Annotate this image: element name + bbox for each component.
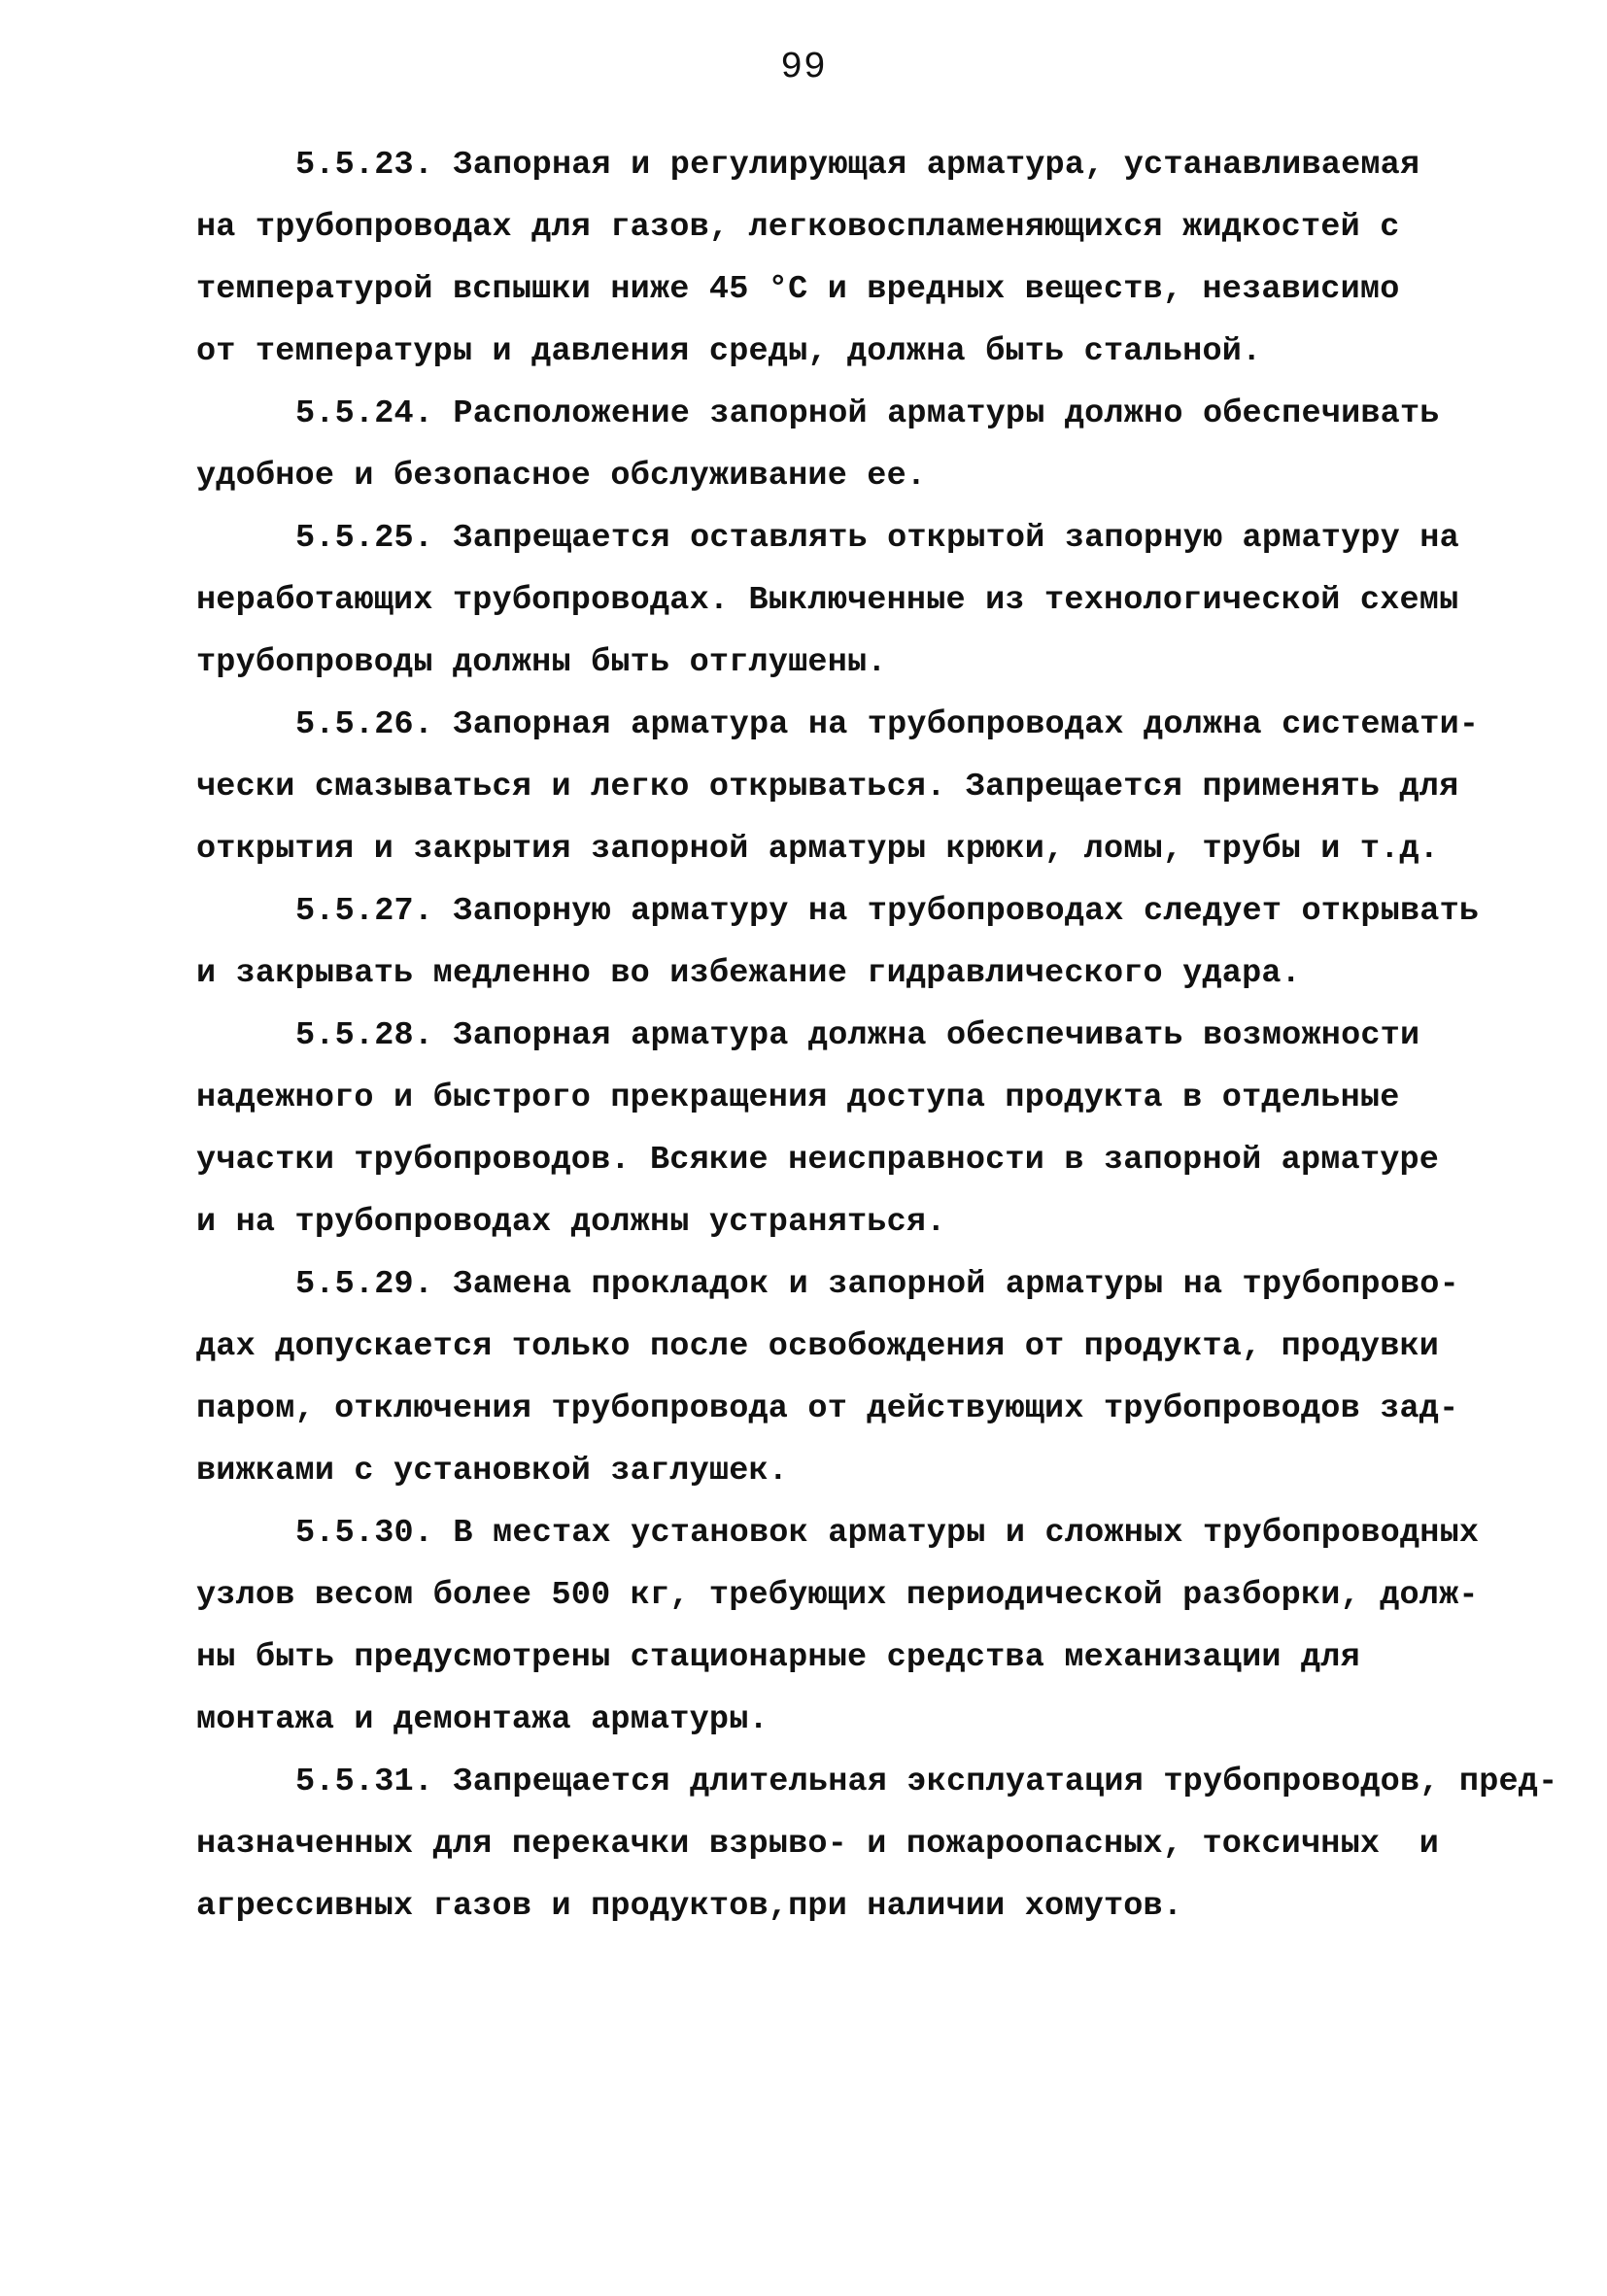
text-line: трубопроводы должны быть отглушены. bbox=[196, 644, 887, 681]
paragraph-5-5-29 bbox=[196, 1253, 1488, 1502]
paragraph-5-5-28 bbox=[196, 1005, 1488, 1253]
text-line: 5.5.27. Запорную арматуру на трубопроводах следует открывать bbox=[295, 893, 1480, 930]
text-line: удобное и безопасное обслуживание ее. bbox=[196, 458, 927, 495]
text-line: 5.5.24. Расположение запорной арматуры должно обеспечивать bbox=[295, 395, 1440, 432]
text-line: и на трубопроводах должны устраняться. bbox=[196, 1204, 946, 1241]
text-line: 5.5.23. Запорная и регулирующая арматура, устанавливаемая bbox=[295, 147, 1420, 184]
paragraph-5-5-26 bbox=[196, 694, 1488, 880]
paragraph-5-5-23 bbox=[196, 134, 1488, 383]
text-line: неработающих трубопроводах. Выключенные из технологической схемы bbox=[196, 582, 1459, 619]
text-line: ны быть предусмотрены стационарные средства механизации для bbox=[196, 1639, 1360, 1676]
text-line: 5.5.31. Запрещается длительная эксплуатация трубопроводов, пред- bbox=[295, 1764, 1558, 1800]
paragraph-5-5-30 bbox=[196, 1502, 1488, 1751]
text-line: паром, отключения трубопровода от действующих трубопроводов зад- bbox=[196, 1390, 1459, 1427]
paragraph-5-5-24 bbox=[196, 383, 1488, 507]
text-line: 5.5.26. Запорная арматура на трубопроводах должна системати- bbox=[295, 706, 1480, 743]
text-line: на трубопроводах для газов, легковоспламеняющихся жидкостей с bbox=[196, 209, 1400, 246]
page-number: 99 bbox=[780, 47, 827, 88]
text-line: узлов весом более 500 кг, требующих периодической разборки, долж- bbox=[196, 1577, 1479, 1614]
text-line: 5.5.28. Запорная арматура должна обеспечивать возможности bbox=[295, 1017, 1420, 1054]
text-line: открытия и закрытия запорной арматуры крюки, ломы, трубы и т.д. bbox=[196, 831, 1440, 868]
text-line: агрессивных газов и продуктов,при наличии хомутов. bbox=[196, 1888, 1183, 1925]
text-line: монтажа и демонтажа арматуры. bbox=[196, 1701, 769, 1738]
text-line: надежного и быстрого прекращения доступа продукта в отдельные bbox=[196, 1079, 1400, 1116]
text-line: от температуры и давления среды, должна быть стальной. bbox=[196, 333, 1262, 370]
text-line: дах допускается только после освобождения от продукта, продувки bbox=[196, 1328, 1440, 1365]
text-line: участки трубопроводов. Всякие неисправности в запорной арматуре bbox=[196, 1142, 1440, 1179]
text-line: чески смазываться и легко открываться. Запрещается применять для bbox=[196, 769, 1459, 805]
text-line: 5.5.29. Замена прокладок и запорной арматуры на трубопрово- bbox=[295, 1266, 1459, 1303]
text-line: и закрывать медленно во избежание гидравлического удара. bbox=[196, 955, 1301, 992]
text-line: 5.5.25. Запрещается оставлять открытой запорную арматуру на bbox=[295, 520, 1459, 557]
paragraph-5-5-25 bbox=[196, 507, 1488, 694]
text-line: назначенных для перекачки взрыво- и пожароопасных, токсичных и bbox=[196, 1826, 1440, 1863]
text-line: вижками с установкой заглушек. bbox=[196, 1453, 789, 1490]
paragraph-5-5-31 bbox=[196, 1751, 1558, 1937]
document-body bbox=[196, 134, 1558, 1937]
paragraph-5-5-27 bbox=[196, 880, 1488, 1005]
text-line: температурой вспышки ниже 45 °С и вредных веществ, независимо bbox=[196, 271, 1400, 308]
text-line: 5.5.30. В местах установок арматуры и сложных трубопроводных bbox=[295, 1515, 1480, 1552]
